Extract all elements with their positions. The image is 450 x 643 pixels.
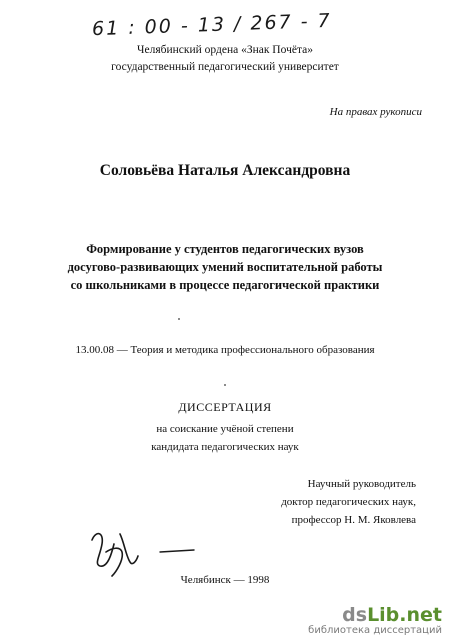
title-line: Формирование у студентов педагогических вузов	[86, 242, 364, 256]
supervisor-role: Научный руководитель	[307, 478, 416, 490]
institution-line-2: государственный педагогический университет	[111, 61, 339, 73]
title-line: досугово-развивающих умений воспитательной работы	[67, 260, 383, 274]
author-name: Соловьёва Наталья Александровна	[99, 162, 351, 179]
scan-speck	[224, 384, 226, 386]
scan-speck	[178, 318, 180, 320]
supervisor-degree: доктор педагогических наук,	[281, 496, 416, 508]
handwritten-signature	[86, 522, 196, 578]
supervisor-name: профессор Н. М. Яковлева	[291, 514, 416, 526]
degree-line-2: кандидата педагогических наук	[151, 441, 299, 453]
title-line: со школьниками в процессе педагогической практики	[70, 278, 380, 292]
dslib-watermark	[308, 605, 442, 637]
city-year: Челябинск — 1998	[180, 574, 270, 586]
supervisor-block	[281, 475, 416, 529]
degree-line-1: на соискание учёной степени	[156, 423, 294, 435]
dslib-tagline: библиотека диссертаций	[308, 625, 442, 636]
dissertation-title	[0, 240, 450, 294]
dissertation-label: ДИССЕРТАЦИЯ	[178, 400, 272, 414]
dslib-logo: dsLib.net	[342, 604, 442, 626]
manuscript-rights-note: На правах рукописи	[329, 106, 422, 118]
institution-line-1: Челябинский ордена «Знак Почёта»	[137, 44, 313, 56]
handwritten-catalog-code: 61 : 00 - 13 / 267 - 7	[91, 9, 333, 41]
specialty-code: 13.00.08 — Теория и методика профессионального образования	[75, 344, 375, 356]
